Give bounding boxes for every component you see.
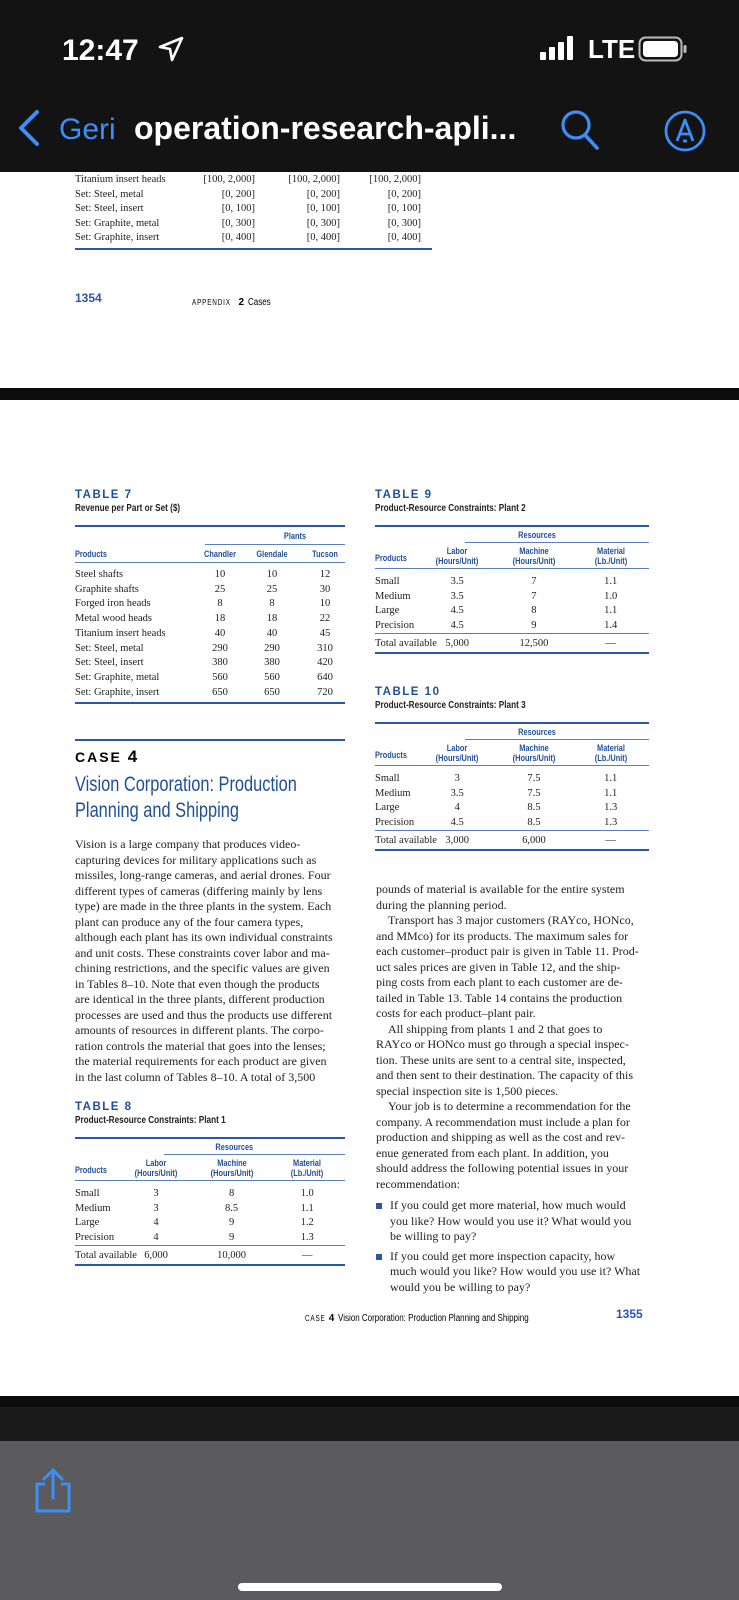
bullet-line: If you could get more inspection capacity, how: [390, 1248, 616, 1263]
bullet-line: you like? How would you use it? What would you: [390, 1213, 632, 1228]
table-row: [75, 216, 435, 231]
bullet-line: be willing to pay?: [390, 1229, 477, 1243]
table-row: [75, 230, 435, 245]
cell: 9: [531, 619, 537, 631]
status-time: 12:47: [62, 34, 139, 67]
cell: 10: [214, 569, 226, 580]
row-label: Set: Graphite, metal: [75, 217, 160, 229]
column-header-unit: (Lb./Unit): [290, 1168, 324, 1178]
cell: 560: [264, 671, 280, 683]
cell: 10: [266, 569, 278, 580]
paragraph-line: each customer–product pair is given in Table 11. Prod-: [376, 944, 639, 958]
cell: 9: [228, 1231, 235, 1243]
table-label: TABLE 8: [75, 1101, 133, 1113]
total-label: Total available: [375, 638, 437, 649]
cell: [0, 100]: [306, 203, 340, 214]
column-header: [586, 743, 635, 763]
paragraph-line: Vision is a large company that produces video-: [75, 837, 301, 851]
cell: 25: [214, 583, 226, 595]
cell: 3: [153, 1188, 159, 1199]
cell: [0, 100]: [387, 203, 421, 214]
paragraph-line: amounts of resources in different plants. The corpo-: [75, 1023, 324, 1037]
row-label: Titanium insert heads: [75, 174, 166, 185]
row-label: Set: Steel, metal: [75, 188, 144, 200]
total-cell: 10,000: [217, 1250, 247, 1261]
case-body-right: [376, 882, 647, 1299]
table-row: [75, 567, 345, 582]
cell: [0, 400]: [221, 232, 255, 243]
column-group-header: Plants: [283, 531, 307, 541]
cell: 310: [317, 642, 333, 654]
cell: [100, 2,000]: [203, 174, 255, 185]
paragraph-line: company. A recommendation must include a plan for: [376, 1114, 630, 1129]
cell: 1.1: [604, 787, 618, 799]
total-cell: 5,000: [445, 638, 469, 649]
table-caption: Product-Resource Constraints: Plant 3: [375, 699, 526, 711]
column-header: [509, 546, 558, 566]
row-label: Graphite shafts: [75, 583, 139, 595]
cell: 290: [264, 642, 280, 654]
bullet-line: much would you like? How would you use it? What: [390, 1264, 641, 1278]
cell: 3.5: [450, 787, 464, 799]
paragraph-line: during the planning period.: [376, 897, 507, 912]
bullet-item: [376, 1198, 647, 1245]
total-cell: —: [301, 1250, 313, 1261]
cell: 3: [454, 773, 460, 784]
row-label: Set: Steel, insert: [75, 657, 144, 669]
cell: [100, 2,000]: [369, 174, 421, 185]
cell: 1.4: [604, 619, 618, 631]
bullet-marker: [376, 1203, 382, 1209]
column-group-header: Resources: [517, 530, 556, 540]
cell: 8.5: [225, 1202, 239, 1214]
paragraph-line: chining restrictions, and the specific values are given: [75, 961, 330, 975]
column-header-unit: (Hours/Unit): [512, 753, 556, 763]
column-header-line: Labor: [446, 743, 468, 753]
total-label: Total available: [75, 1250, 137, 1261]
status-bar: [0, 0, 739, 95]
cell: 25: [266, 583, 278, 595]
cell: 1.0: [604, 590, 618, 602]
paragraph-line: pounds of material is available for the entire system: [376, 882, 625, 896]
column-header-unit: (Hours/Unit): [210, 1168, 253, 1178]
total-cell: —: [605, 638, 616, 649]
cell: 4.5: [450, 605, 464, 616]
row-label: Medium: [75, 1202, 111, 1214]
cell: 720: [317, 686, 333, 698]
row-label: Set: Steel, insert: [75, 203, 144, 214]
column-header: [283, 1158, 332, 1178]
row-label: Forged iron heads: [75, 598, 151, 610]
paragraph-line: in Tables 8–10. Note that even though the products: [75, 976, 320, 991]
cell: 8: [269, 598, 275, 610]
column-group-header: Resources: [517, 727, 556, 737]
table-row: [75, 641, 345, 656]
column-header-line: Machine: [216, 1158, 247, 1168]
cell: 1.1: [604, 773, 618, 784]
column-header: Products: [375, 750, 407, 760]
back-button[interactable]: Geri: [59, 113, 116, 146]
case-body-left: [75, 837, 346, 1085]
cell: [0, 300]: [306, 217, 340, 229]
cell: 7.5: [527, 787, 541, 799]
table-label: TABLE 9: [375, 489, 433, 501]
table-row: [75, 596, 345, 611]
column-header: Products: [75, 1165, 107, 1175]
table-label: TABLE 10: [375, 686, 441, 698]
bullet-line: would you be willing to pay?: [390, 1279, 531, 1294]
table-row: [75, 626, 345, 641]
paragraph-line: although each plant has its own individual constraints: [75, 930, 333, 944]
paragraph-line: are identical in the three plants, different production: [75, 992, 325, 1006]
cell: 9: [228, 1217, 235, 1228]
cell: [0, 100]: [221, 203, 255, 214]
table-row: [75, 187, 435, 202]
cell: [0, 300]: [221, 217, 255, 229]
cell: 1.2: [300, 1217, 314, 1228]
column-header: [131, 1158, 180, 1178]
row-label: Small: [375, 576, 400, 587]
row-label: Precision: [375, 619, 415, 631]
table-caption: Product-Resource Constraints: Plant 1: [75, 1114, 226, 1126]
paragraph-line: different types of cameras (differing mainly by lens: [75, 883, 323, 898]
cell: [0, 200]: [306, 188, 340, 200]
cell: 4: [454, 802, 460, 813]
paragraph-line: tailed in Table 13. Table 14 contains the production: [376, 990, 623, 1005]
battery-icon: [638, 36, 688, 62]
cell: 4.5: [450, 816, 464, 828]
paragraph-line: missiles, long-range cameras, and aerial drones. Four: [75, 868, 331, 882]
row-label: Set: Graphite, insert: [75, 686, 160, 698]
paragraph-line: plant can produce any of the four camera types,: [75, 914, 304, 929]
column-header-line: Material: [293, 1158, 322, 1168]
row-label: Set: Graphite, insert: [75, 232, 160, 243]
cell: 650: [212, 686, 228, 698]
cell: 4.5: [450, 619, 464, 631]
share-icon[interactable]: [32, 1468, 74, 1514]
column-header: [207, 1158, 256, 1178]
cell: 40: [214, 627, 226, 639]
cell: 7: [531, 576, 537, 587]
search-icon[interactable]: [560, 109, 600, 151]
paragraph-line: capturing devices for military applications such as: [75, 852, 317, 867]
cell: 1.1: [604, 605, 618, 616]
paragraph-line: should address the following potential issues in your: [376, 1161, 629, 1175]
column-header-line: Material: [596, 546, 625, 556]
paragraph-line: and unit costs. These constraints cover labor and ma-: [75, 945, 330, 960]
column-header: Chandler: [203, 549, 236, 559]
column-header: [433, 743, 482, 763]
cell: 1.3: [300, 1231, 314, 1243]
table-row: [75, 201, 435, 216]
row-label: Large: [375, 605, 400, 616]
column-header: [433, 546, 482, 566]
table-9: [375, 489, 649, 649]
table-row: [75, 611, 345, 626]
cell: 7.5: [527, 773, 541, 784]
column-header-unit: (Lb./Unit): [594, 753, 627, 763]
column-header-unit: (Hours/Unit): [435, 556, 479, 566]
paragraph-line: in the last column of Tables 8–10. A total of 3,500: [75, 1069, 316, 1084]
signal-bars-icon: [540, 36, 576, 60]
row-label: Small: [75, 1188, 100, 1199]
markup-icon[interactable]: [664, 110, 706, 152]
cell: 8: [217, 598, 223, 610]
row-label: Medium: [375, 787, 411, 799]
column-header: [586, 546, 635, 566]
table-row: [75, 670, 345, 685]
paragraph-line: special inspection site is 1,500 pieces.: [376, 1083, 559, 1098]
row-label: Precision: [375, 816, 415, 828]
paragraph-line: costs for each product–plant pair.: [376, 1006, 536, 1020]
cell: 1.1: [604, 576, 618, 587]
cell: 380: [264, 657, 280, 669]
paragraph-line: and then sent to their destination. The capacity of this: [376, 1068, 634, 1082]
total-cell: 6,000: [144, 1250, 168, 1261]
paragraph-line: the material requirements for each product are given: [75, 1054, 327, 1068]
cell: 8: [228, 1188, 235, 1199]
table-8: [75, 1101, 345, 1261]
table-row: [75, 582, 345, 597]
cell: 1.0: [300, 1188, 314, 1199]
cell: 3: [153, 1202, 159, 1214]
paragraph-line: tion. These units are sent to a central site, inspected,: [376, 1052, 626, 1067]
row-label: Steel shafts: [75, 569, 124, 580]
table-7: [75, 489, 345, 698]
total-cell: 6,000: [522, 835, 546, 846]
cell: [0, 200]: [221, 188, 255, 200]
cell: 380: [212, 657, 228, 669]
cell: 420: [317, 657, 333, 669]
row-label: Large: [375, 802, 400, 813]
cell: 40: [266, 627, 278, 639]
home-indicator[interactable]: [238, 1583, 502, 1591]
paragraph-line: recommendation:: [376, 1176, 460, 1191]
paragraph-line: uct sales prices are given in Table 12, and the ship-: [376, 959, 621, 974]
page-1354: [0, 172, 739, 388]
cell: [0, 200]: [387, 188, 421, 200]
page-number: 1354: [75, 291, 102, 305]
cell: 1.3: [604, 816, 618, 828]
column-header: Glendale: [256, 549, 288, 559]
column-header: Products: [75, 549, 107, 559]
paragraph-line: type) are made in the three plants in the system. Each: [75, 899, 332, 913]
table-caption: Revenue per Part or Set ($): [75, 502, 181, 514]
cell: [0, 400]: [306, 232, 340, 243]
paragraph-line: enue generated from each plant. In addition, you: [376, 1145, 609, 1160]
network-type: LTE: [588, 34, 636, 64]
paragraph-line: Your job is to determine a recommendation for the: [388, 1099, 631, 1113]
total-label: Total available: [375, 835, 437, 846]
column-header-unit: (Hours/Unit): [435, 753, 479, 763]
bullet-marker: [376, 1254, 382, 1260]
column-header-line: Machine: [519, 546, 549, 556]
row-label: Metal wood heads: [75, 613, 152, 625]
column-header-unit: (Hours/Unit): [512, 556, 556, 566]
paragraph-line: ration controls the material that goes into the lenses;: [75, 1038, 326, 1053]
cell: 7: [531, 590, 537, 602]
cell: 8.5: [527, 802, 541, 813]
cell: 8.5: [527, 816, 541, 828]
cell: 30: [319, 583, 331, 595]
table-label: TABLE 7: [75, 489, 133, 501]
row-label: Titanium insert heads: [75, 627, 166, 639]
column-header-unit: (Hours/Unit): [134, 1168, 178, 1178]
location-arrow-icon: [158, 36, 184, 62]
paragraph-line: RAYco or HONco must go through a special inspec-: [376, 1037, 629, 1051]
row-label: Medium: [375, 590, 411, 602]
bullet-line: If you could get more material, how much would: [390, 1198, 626, 1212]
cell: 12: [319, 569, 331, 580]
table-caption: Product-Resource Constraints: Plant 2: [375, 502, 526, 514]
paragraph-line: Transport has 3 major customers (RAYco, HONco,: [388, 913, 634, 927]
column-header: [509, 743, 558, 763]
cell: 22: [319, 613, 331, 625]
row-label: Set: Steel, metal: [75, 642, 144, 654]
row-label: Precision: [75, 1231, 115, 1243]
cell: 8: [531, 605, 537, 616]
cell: 18: [214, 613, 226, 625]
cell: 18: [266, 613, 278, 625]
running-head: APPENDIX 2 Cases: [192, 297, 271, 308]
case-label: CASE 4: [75, 747, 140, 766]
page-number: 1355: [616, 1307, 643, 1321]
table-row: [75, 685, 345, 700]
page-1355: [0, 400, 739, 1396]
bullet-item: [376, 1249, 647, 1296]
cell: 650: [264, 686, 280, 698]
nav-bar: [0, 95, 739, 172]
row-label: Set: Graphite, metal: [75, 671, 160, 683]
table-row: [75, 655, 345, 670]
column-header-line: Labor: [446, 546, 468, 556]
column-group-header: Resources: [215, 1142, 254, 1152]
paragraph-line: and MMco) for its products. The maximum sales for: [376, 928, 629, 943]
cell: 3.5: [450, 590, 464, 602]
row-label: Small: [375, 773, 400, 784]
paragraph-line: All shipping from plants 1 and 2 that goes to: [388, 1021, 603, 1036]
chevron-left-icon[interactable]: [16, 109, 42, 147]
cell: 4: [153, 1231, 159, 1243]
cell: 640: [317, 671, 333, 683]
bottom-toolbar: [0, 1441, 739, 1600]
document-title: operation-research-apli...: [134, 110, 517, 146]
cell: [0, 400]: [387, 232, 421, 243]
cell: 1.1: [300, 1202, 314, 1214]
column-header-line: Labor: [145, 1158, 167, 1168]
paragraph-line: production and shipping as well as the cost and rev-: [376, 1130, 625, 1144]
case-title: Vision Corporation: Production Planning and Shipping: [75, 773, 297, 822]
paragraph-line: processes are used and thus the products use different: [75, 1007, 333, 1022]
cell: 10: [319, 598, 331, 610]
cell: [100, 2,000]: [288, 174, 340, 185]
cell: [0, 300]: [387, 217, 421, 229]
total-cell: 12,500: [519, 638, 549, 649]
column-header: Tucson: [312, 549, 338, 559]
column-header-unit: (Lb./Unit): [594, 556, 627, 566]
cell: 1.3: [604, 802, 618, 813]
cell: 4: [153, 1217, 159, 1228]
cell: 290: [212, 642, 228, 654]
total-cell: 3,000: [445, 835, 469, 846]
paragraph-line: ping costs from each plant to each customer are de-: [376, 975, 623, 989]
column-header-line: Machine: [519, 743, 549, 753]
running-foot: CASE 4 Vision Corporation: Production Planning and Shipping: [305, 1313, 530, 1324]
table-row: [75, 172, 435, 187]
column-header: Products: [375, 553, 407, 563]
column-header-line: Material: [596, 743, 625, 753]
total-cell: —: [605, 835, 616, 846]
row-label: Large: [75, 1217, 100, 1228]
cell: 3.5: [450, 576, 464, 587]
table-10: [375, 686, 649, 846]
cell: 560: [212, 671, 228, 683]
cell: 45: [319, 627, 331, 639]
